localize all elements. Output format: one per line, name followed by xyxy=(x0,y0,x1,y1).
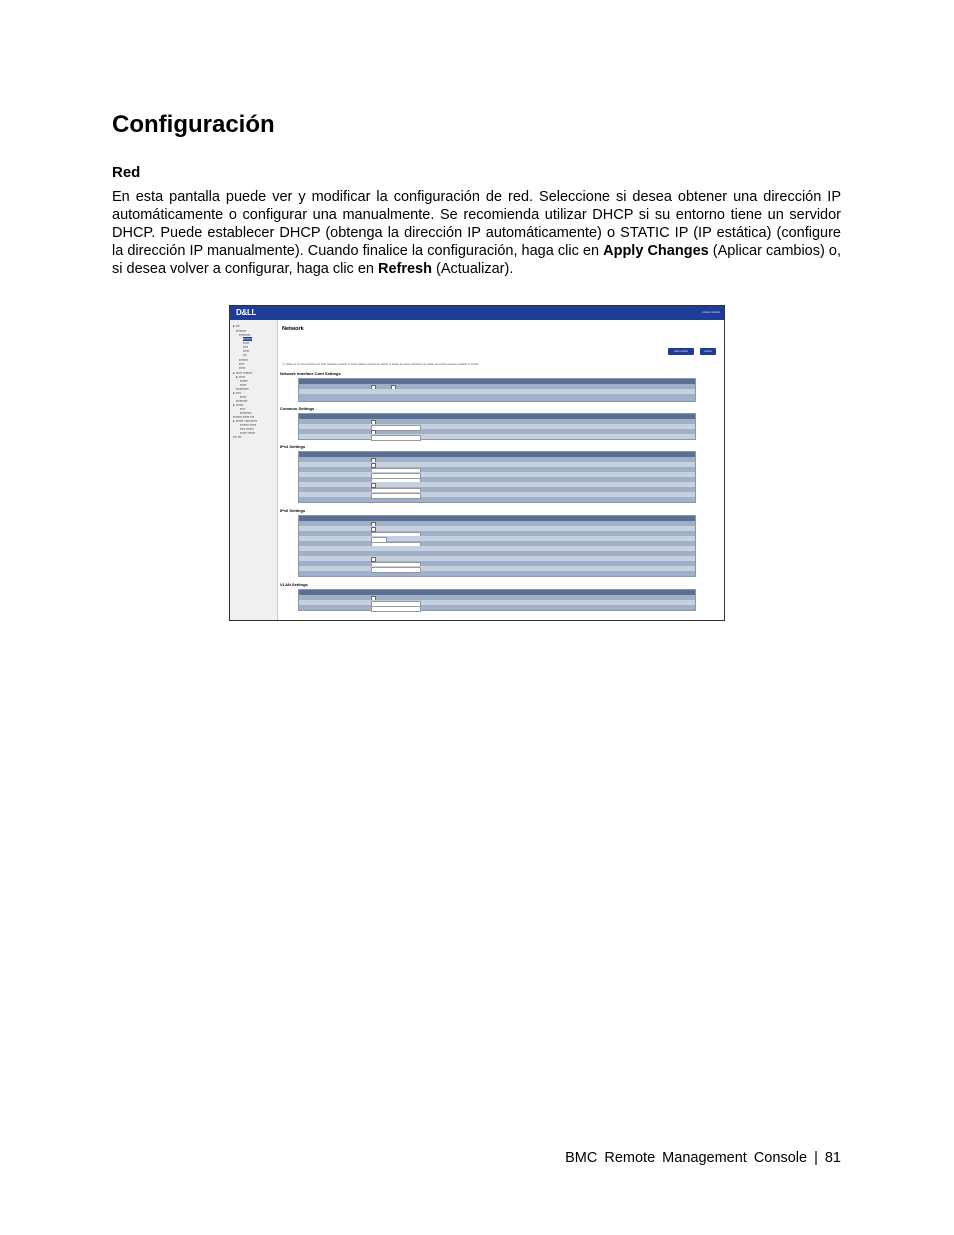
tree-item: ▪▪▪▪▪▪▪▪▪ xyxy=(236,399,248,403)
table-row xyxy=(299,566,695,571)
refresh-term: Refresh xyxy=(377,261,432,277)
table-row xyxy=(299,394,695,399)
page-footer: BMC Remote Management Console | 81 xyxy=(565,1150,841,1166)
nic-settings-heading: Network Interface Card Settings xyxy=(280,371,341,376)
nic-settings-table xyxy=(298,378,696,402)
table-row xyxy=(299,492,695,497)
tree-item: ▸ ▪▪▪▪▪ ▪▪▪▪▪▪▪ xyxy=(233,371,253,375)
tree-item: ▪▪▪▪ xyxy=(239,362,245,366)
tree-item: ▪▪▪▪▪▪▪ xyxy=(239,358,248,362)
tree-item: ▸ ▪▪▪▪▪ xyxy=(236,375,246,379)
apply-changes-term: Apply Changes xyxy=(603,243,709,259)
tree-item: ▪▪▪▪▪▪▪▪ xyxy=(236,329,247,333)
tree-item: ▪▪▪ ▪▪▪ xyxy=(233,435,242,439)
text-field[interactable] xyxy=(371,435,421,441)
tree-item: ▪▪▪ xyxy=(243,353,247,357)
tree-item: ▸ ▪▪▪▪▪▪ ▪▪▪▪▪▪▪▪▪▪ xyxy=(233,419,258,423)
tree-item: ▸ ▪▪▪▪ xyxy=(233,391,241,395)
text-field[interactable] xyxy=(371,493,421,499)
top-bar xyxy=(230,306,724,320)
tree-item: ▪▪▪▪▪ xyxy=(243,341,250,345)
tree-item: ▪▪▪▪▪ xyxy=(239,366,246,370)
apply-changes-button[interactable]: ▪▪▪▪▪ ▪▪▪▪▪▪▪ xyxy=(668,348,694,355)
navigation-tree xyxy=(230,320,278,620)
tree-item-network: ▪▪▪▪▪▪▪ xyxy=(243,337,252,341)
tree-item: ▪▪▪▪ xyxy=(240,407,246,411)
tree-item: ▪▪▪▪▪▪▪ ▪▪▪▪▪ ▪▪▪ xyxy=(233,415,255,419)
body-paragraph: En esta pantalla puede ver y modificar la configuración de red. Seleccione si desea obtener una dirección IP automáticamente o configurar una manualmente. Se recomienda utilizar DHCP si su entorno tiene un servidor DHCP. Puede establecer DHCP (obtenga la dirección IP automáticamente) o STATIC IP (IP estática) (configure la dirección IP manualmente). Cuando finalice la configuración, haga clic en Apply Changes (Aplicar cambios) o, si desea volver a configurar, haga clic en Refresh (Actualizar). xyxy=(112,189,841,277)
ipv6-settings-table xyxy=(298,515,696,577)
page-title: Configuración xyxy=(112,111,275,138)
tree-item: ▪▪▪▪▪ xyxy=(243,349,250,353)
text-field[interactable] xyxy=(371,567,421,573)
text-field[interactable] xyxy=(371,606,421,612)
welcome-text: ▪▪▪▪▪▪▪▪ ▪▪▪▪▪▪▪▪ xyxy=(702,310,720,314)
vlan-settings-heading: VLAN Settings xyxy=(280,582,308,587)
tree-item: ▪▪▪▪▪▪▪▪▪▪ xyxy=(236,387,249,391)
table-row xyxy=(299,605,695,610)
tree-item: ▸ ▪▪▪▪▪▪ xyxy=(233,403,244,407)
ipv6-settings-heading: IPv6 Settings xyxy=(280,508,306,513)
tree-item: ▪▪▪▪▪▪▪ ▪▪▪▪▪ xyxy=(240,423,257,427)
tree-item: ▸ ▪▪▪ xyxy=(233,324,240,328)
network-page xyxy=(278,320,724,620)
tree-item: ▪▪▪▪▪▪▪▪▪ xyxy=(239,333,251,337)
tree-item: ▪▪▪▪▪▪ xyxy=(240,379,248,383)
common-settings-table xyxy=(298,413,696,440)
tree-item: ▪▪▪▪ xyxy=(243,345,249,349)
refresh-button[interactable]: ▪▪▪▪▪▪▪ xyxy=(700,348,716,355)
table-row xyxy=(299,434,695,439)
tree-item: ▪▪▪▪▪ xyxy=(240,383,247,387)
common-settings-heading: Common Settings xyxy=(280,406,315,411)
dell-logo: D&LL xyxy=(236,308,257,317)
network-settings-screenshot xyxy=(229,305,725,621)
tree-item: ▪▪▪▪▪ ▪▪▪▪▪▪ xyxy=(240,431,256,435)
tree-item: ▪▪▪▪ ▪▪▪▪▪▪ xyxy=(240,427,254,431)
section-title: Red xyxy=(112,164,141,181)
tree-item: ▪▪▪▪▪▪▪▪▪ xyxy=(240,411,252,415)
ipv4-settings-table xyxy=(298,451,696,503)
ipv4-settings-heading: IPv4 Settings xyxy=(280,444,306,449)
tree-item: ▪▪▪▪▪ xyxy=(240,395,247,399)
info-notice: ⓘ ▪▪▪▪▪▪▪ ▪▪ ▪▪▪ ▪▪▪▪ ▪▪▪▪▪▪▪▪ ▪▪▪▪ ▪▪▪▪▪ ▪▪▪▪▪▪▪▪▪▪ ▪▪▪▪▪▪▪▪ ▪▪ ▪▪▪▪▪▪ ▪▪▪▪▪▪▪▪ ▪▪▪▪▪▪▪▪ ▪▪▪ ▪▪▪▪▪▪▪ ▪▪ ▪▪▪▪▪▪▪ ▪▪▪ ▪▪▪▪▪▪ ▪▪▪▪▪▪▪▪▪▪ ▪▪▪ ▪▪▪▪▪▪▪ ▪▪▪ ▪▪▪▪▪▪▪ ▪▪▪▪▪▪▪▪▪ ▪▪▪▪▪▪▪▪▪ ▪▪ ▪▪▪▪▪▪▪ xyxy=(282,362,479,366)
network-title: Network xyxy=(282,326,304,332)
vlan-settings-table xyxy=(298,589,696,611)
